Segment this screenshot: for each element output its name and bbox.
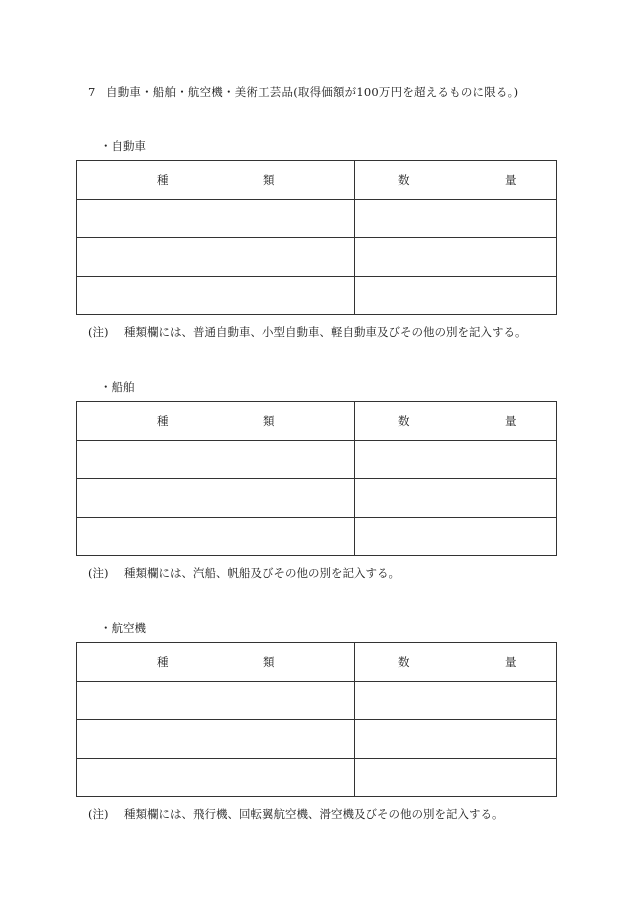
table-row: [77, 758, 557, 797]
kind-header: [77, 161, 355, 200]
quantity-header: [355, 643, 557, 682]
kind-header-right: 類: [263, 654, 275, 669]
section-heading: [88, 84, 518, 100]
kind-cell[interactable]: [77, 681, 355, 720]
table-header-row: [77, 402, 557, 441]
table-header-row: [77, 161, 557, 200]
kind-header-right: 類: [263, 172, 275, 187]
quantity-cell[interactable]: [355, 517, 557, 556]
quantity-header-right: 量: [505, 413, 517, 428]
section-label-aircraft: ・航空機: [100, 621, 146, 635]
section-label-car: ・自動車: [100, 139, 146, 153]
quantity-header-left: 数: [398, 413, 410, 428]
kind-header-left: 種: [157, 413, 169, 428]
table-row: [77, 681, 557, 720]
table-row: [77, 440, 557, 479]
kind-header-left: 種: [157, 654, 169, 669]
quantity-cell[interactable]: [355, 440, 557, 479]
note-tag: (注): [88, 325, 109, 339]
table-row: [77, 238, 557, 277]
section-title: 自動車・船舶・航空機・美術工芸品(取得価額が100万円を超えるものに限る。): [106, 85, 519, 99]
ship-note: [88, 565, 400, 581]
kind-cell[interactable]: [77, 517, 355, 556]
table-row: [77, 479, 557, 518]
quantity-cell[interactable]: [355, 238, 557, 277]
quantity-cell[interactable]: [355, 199, 557, 238]
ship-table: [76, 401, 557, 556]
note-text: 種類欄には、普通自動車、小型自動車、軽自動車及びその他の別を記入する。: [124, 325, 527, 339]
kind-cell[interactable]: [77, 440, 355, 479]
note-tag: (注): [88, 566, 109, 580]
quantity-header: [355, 402, 557, 441]
table-row: [77, 199, 557, 238]
car-table: [76, 160, 557, 315]
kind-cell[interactable]: [77, 238, 355, 277]
aircraft-table: [76, 642, 557, 797]
kind-header-right: 類: [263, 413, 275, 428]
quantity-header-right: 量: [505, 654, 517, 669]
section-label-ship: ・船舶: [100, 380, 135, 394]
kind-header: [77, 643, 355, 682]
quantity-header-left: 数: [398, 172, 410, 187]
quantity-cell[interactable]: [355, 479, 557, 518]
kind-header-left: 種: [157, 172, 169, 187]
kind-cell[interactable]: [77, 720, 355, 759]
quantity-cell[interactable]: [355, 758, 557, 797]
aircraft-note: [88, 806, 504, 822]
kind-header: [77, 402, 355, 441]
kind-cell[interactable]: [77, 199, 355, 238]
car-note: [88, 324, 527, 340]
section-number: 7: [88, 85, 96, 99]
kind-cell[interactable]: [77, 479, 355, 518]
table-header-row: [77, 643, 557, 682]
quantity-cell[interactable]: [355, 720, 557, 759]
table-row: [77, 276, 557, 315]
quantity-cell[interactable]: [355, 681, 557, 720]
quantity-header: [355, 161, 557, 200]
kind-cell[interactable]: [77, 758, 355, 797]
note-text: 種類欄には、飛行機、回転翼航空機、滑空機及びその他の別を記入する。: [124, 807, 504, 821]
table-row: [77, 720, 557, 759]
quantity-cell[interactable]: [355, 276, 557, 315]
table-row: [77, 517, 557, 556]
note-tag: (注): [88, 807, 109, 821]
note-text: 種類欄には、汽船、帆船及びその他の別を記入する。: [124, 566, 400, 580]
kind-cell[interactable]: [77, 276, 355, 315]
quantity-header-left: 数: [398, 654, 410, 669]
quantity-header-right: 量: [505, 172, 517, 187]
